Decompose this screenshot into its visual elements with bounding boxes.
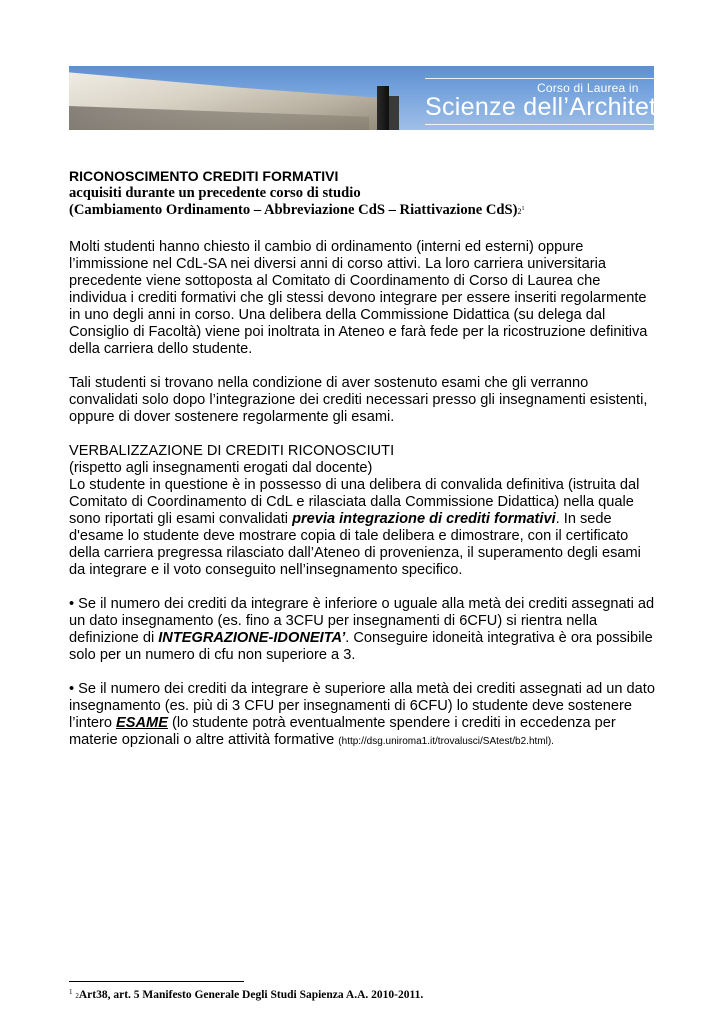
banner-course-label: Corso di Laurea in <box>537 81 639 95</box>
emphasis-esame: ESAME <box>116 715 168 731</box>
text-line <box>69 630 659 647</box>
doc-subtitle-2-text: (Cambiamento Ordinamento – Abbreviazione CdS – Riattivazione CdS) <box>69 202 518 218</box>
section-subtitle: (rispetto agli insegnamenti erogati dal docente) <box>69 460 373 476</box>
text-line <box>69 715 659 732</box>
text-span: . Conseguire idoneità integrativa è ora possibile <box>345 630 653 646</box>
spacer <box>69 579 659 596</box>
banner-course-title: Scienze dell’Architettura <box>425 93 701 121</box>
text-line <box>69 732 659 750</box>
footnote-mark-2: 2 <box>75 992 79 1000</box>
header-banner <box>69 66 701 130</box>
emphasis-integrazione-idoneita: INTEGRAZIONE-IDONEITA’ <box>158 630 346 646</box>
banner-rule-bottom <box>425 124 657 125</box>
text-line: Tali studenti si trovano nella condizione di aver sostenuto esami che gli verranno <box>69 375 589 391</box>
text-span: (lo studente potrà eventualmente spendere i crediti in eccedenza per <box>167 715 616 731</box>
text-line: • Se il numero dei crediti da integrare è superiore alla metà dei crediti assegnati ad un dato <box>69 681 655 697</box>
footnote-separator <box>69 981 244 982</box>
banner-pillar <box>377 86 389 130</box>
text-line: precedente viene sottoposta al Comitato di Coordinamento di Corso di Laurea che <box>69 273 601 289</box>
section-verbalization <box>69 443 659 579</box>
document-body <box>69 168 659 750</box>
text-line: d'esame lo studente deve mostrare copia di tale delibera e dimostrare, con il certificato <box>69 528 629 544</box>
text-span: l’intero <box>69 715 117 731</box>
text-line: individua i crediti formativi che gli stessi devono integrare per essere inseriti regolarmente <box>69 290 647 306</box>
text-line: Lo studente in questione è in possesso di una delibera di convalida definitiva (istruita dal <box>69 477 640 493</box>
text-line: l’immissione nel CdL-SA nei diversi anni di corso attivi. La loro carriera universitaria <box>69 256 606 272</box>
doc-subtitle-1: acquisiti durante un precedente corso di studio <box>69 185 361 201</box>
text-line: della carriera dello studente. <box>69 341 253 357</box>
paragraph-career-change <box>69 239 659 358</box>
trovalusci-link[interactable]: (http://dsg.uniroma1.it/trovalusci/SAtest/b2.html). <box>338 736 554 747</box>
spacer <box>69 664 659 681</box>
text-span: . In sede <box>555 511 612 527</box>
spacer <box>69 426 659 443</box>
footnote-mark-1: 1 <box>69 988 73 996</box>
banner-pillar-side <box>389 96 399 130</box>
doc-title: RICONOSCIMENTO CREDITI FORMATIVI <box>69 168 339 184</box>
spacer <box>69 222 659 239</box>
emphasis-previa-integrazione: previa integrazione di crediti formativi <box>292 511 556 527</box>
paragraph-students-condition <box>69 375 659 426</box>
bullet-integrazione-idoneita <box>69 596 659 664</box>
footnote-text: Art38, art. 5 Manifesto Generale Degli Studi Sapienza A.A. 2010-2011. <box>78 989 424 1001</box>
footnote <box>69 989 423 1001</box>
text-span: materie opzionali o altre attività formative <box>69 732 339 748</box>
text-line: della carriera pregressa rilasciato dall’Ateneo di provenienza, il superamento degli esami <box>69 545 641 561</box>
spacer <box>69 358 659 375</box>
text-line: Comitato di Coordinamento di CdL e rilasciata dalla Commissione Didattica) nella quale <box>69 494 634 510</box>
footnote-reference[interactable]: 1 <box>521 206 525 212</box>
text-line: insegnamento (es. più di 3 CFU per insegnamenti di 6CFU) lo studente deve sostenere <box>69 698 632 714</box>
text-line: convalidati solo dopo l’integrazione dei crediti necessari presso gli insegnamenti esistenti, <box>69 392 648 408</box>
banner-rule-top <box>425 78 657 79</box>
text-span: definizione di <box>69 630 159 646</box>
text-line: Molti studenti hanno chiesto il cambio di ordinamento (interni ed esterni) oppure <box>69 239 584 255</box>
text-line: da integrare e il voto conseguito nell’insegnamento specifico. <box>69 562 463 578</box>
doc-subtitle-2 <box>69 202 659 222</box>
text-line: in uno degli anni in corso. Una delibera della Commissione Didattica (su delega dal <box>69 307 606 323</box>
text-line: Consiglio di Facoltà) viene poi inoltrata in Ateneo e farà fede per la ricostruzione definitiva <box>69 324 648 340</box>
bullet-esame <box>69 681 659 750</box>
section-title: VERBALIZZAZIONE DI CREDITI RICONOSCIUTI <box>69 443 395 459</box>
doc-subtitle-2-mark: 2 <box>517 207 522 216</box>
text-line: oppure di dover sostenere regolarmente gli esami. <box>69 409 395 425</box>
text-line: solo per un numero di cfu non superiore a 3. <box>69 647 356 663</box>
text-span: sono riportati gli esami convalidati <box>69 511 293 527</box>
text-line <box>69 511 659 528</box>
text-line: un dato insegnamento (es. fino a 3CFU per insegnamenti di 6CFU) si rientra nella <box>69 613 598 629</box>
text-line: • Se il numero dei crediti da integrare è inferiore o uguale alla metà dei crediti assegnati ad <box>69 596 655 612</box>
